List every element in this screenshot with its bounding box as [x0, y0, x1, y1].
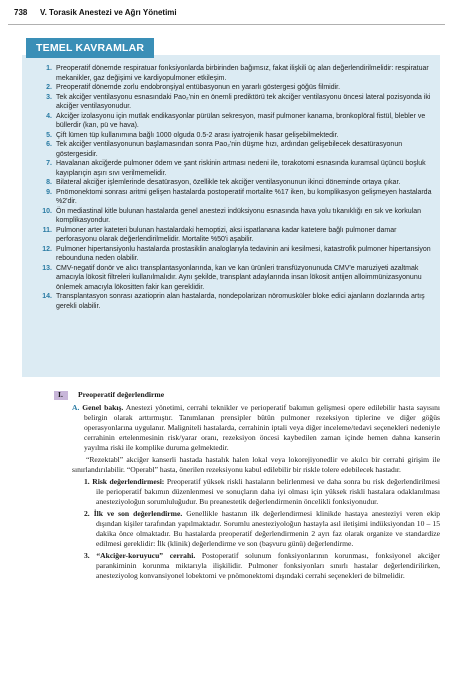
item-text: CMV-negatif donör ve alıcı transplantasyonlarında, kan ve kan ürünleri transfüzyonunuda CMV'e maruziyeti azaltmak amacıyla lökosit filtreleri kullanılmalıdır. Aynı şekilde, transplant adaylarında insan lökosit antijen alloimmünizasyonunu önlemek amacıyla lökositten fakir kan gereklidir. [56, 264, 422, 291]
subsection-a [14, 403, 440, 453]
list-item [22, 83, 434, 93]
list-item [22, 131, 434, 141]
list-item [22, 64, 434, 83]
item-number: 10. [42, 207, 52, 215]
list-item [22, 140, 434, 159]
item-text: Preoperatif yüksek riskli hastaların belirlenmesi ve daha sonra bu risk değerlendirilmesi ile perioperatif bakımın düzenlenmesi ve sonuçların daha iyi olması için yüksek riskli hastalara odaklanılması anesteziyoloğun sorumluluğudur. Bu preanestetik değerlendirmenin öncelikli fonksiyonudur. [96, 477, 440, 506]
item-number: 3. [46, 93, 52, 101]
item-number: 14. [42, 293, 52, 300]
item-text: Çift lümen tüp kullanımına bağlı 1000 olguda 0.5-2 arası iyatrojenik hasar gelişebilmektedir. [56, 131, 339, 139]
item-number: 9. [46, 188, 52, 196]
page-header [8, 4, 445, 25]
item-number: 4. [46, 112, 52, 120]
item-text: Transplantasyon sonrası azatioprin alan hastalarda, nondepolarizan nöromusküler bloke edici ajanların dozlarında artış gerekli olabilir. [56, 293, 425, 310]
numbered-item [14, 477, 440, 507]
list-item [22, 112, 434, 131]
list-item [22, 188, 434, 207]
item-number: 3. [84, 551, 90, 560]
item-number: 7. [46, 160, 52, 167]
item-number: 12. [42, 245, 52, 253]
item-text: Pnömonektomi sonrası aritmi gelişen hastalarda postoperatif mortalite %17 iken, bu komplikasyon gelişmeyen hastalarda %2'dir. [56, 188, 432, 205]
list-item [22, 264, 434, 293]
list-item [22, 207, 434, 226]
chapter-title: V. Torasik Anestezi ve Ağrı Yönetimi [40, 8, 177, 17]
item-text: Tek akciğer ventilasyonunun başlamasından sonra Pao₂'nin düşme hızı, ardından gelişebilecek desatürasyonun göstergesidir. [56, 141, 403, 158]
numbered-item [14, 551, 440, 581]
subsection-text: Anestezi yönetimi, cerrahi teknikler ve perioperatif bakımın gelişmesi opere edilebilir hasta sayısını belirgin olarak arttırmıştır. Tanımlanan prensipler bütün pulmoner rezeksiyon tiplerine ve diğer göğüs operasyonlarına uygulanır. Maligniteli hastalarda, cerrahinin iptali veya diğer inceleme/tedavi seçenekleri nedeniyle cerrahinin ertelenmesinin risk/yarar oranı, rezeksiyon öncesi kaybedilen zaman içinde hemen dahna kanserin yayılma riski ile komplike duruma gelmektedir. [84, 403, 441, 452]
subsection-label: A. [72, 403, 80, 412]
list-item [22, 226, 434, 245]
item-number: 2. [84, 509, 90, 518]
item-text: Postoperatif solunum fonksiyonlarının korunması, fonksiyonel akciğer parankiminin korunma miktarıyla ilişkilidir. Pulmoner fonksiyonları sınırlı hastalar değerlendirilirken, anesteziyolog konvansiyonel lobektomi ve pnömonektomi dışındaki cerrahi seçenekleri de bilmelidir. [96, 551, 441, 580]
list-item [22, 245, 434, 264]
item-number: 13. [42, 264, 52, 272]
item-heading: Risk değerlendirmesi: [92, 477, 165, 486]
item-text: Ön mediastinal kitle bulunan hastalarda genel anestezi indüksiyonu esnasında hava yolu tıkanıklığı en sık ve korkulan komplikasyondur. [56, 207, 422, 224]
item-text: Pulmoner hipertansiyonlu hastalarda prostasiklin analoglarıyla tedavinin ani kesilmesi, katastrofik pulmoner hipertansiyon reboundunа neden olabilir. [56, 245, 431, 262]
item-heading: İlk ve son değerlendirme. [93, 509, 183, 518]
section-number: I. [58, 390, 63, 399]
item-heading: “Akciğer-koruyucu” cerrahi. [96, 551, 196, 560]
list-item [22, 159, 434, 178]
item-text: Preoperatif dönemde respiratuar fonksiyonlarda birbirinden bağımsız, fakat ilişkili üç alan değerlendirilmelidir: respiratuar mekanikler, gaz değişimi ve kardiyopulmoner etkileşim. [56, 65, 429, 82]
item-text: Bilateral akciğer işlemlerinde desatürasyon, özellikle tek akciğer ventilasyonunun ikinci döneminde ortaya çıkar. [56, 179, 401, 186]
item-number: 2. [46, 84, 52, 91]
key-concepts-title: TEMEL KAVRAMLAR [26, 38, 154, 58]
section-preoperative [14, 390, 440, 581]
paragraph: “Rezektabl” akciğer kanserli hastada hastalık halen lokal veya lokorejiyonedlir ve akılcı bir cerrahi girişim ile sınırlandırılabilir. “Operabl” hasta, önerilen rezeksiyonu kabul edilebilir bir riskle tolere edebilecek hastadır. [72, 455, 440, 474]
item-text: Akciğer izolasyonu için mutlak endikasyonlar pürülan sekresyon, masif pulmoner kanama, bronkoplöral fistül, blebler ve büllerdir (kan, pü ve hava). [56, 112, 426, 129]
item-number: 8. [46, 179, 52, 186]
list-item [22, 178, 434, 188]
list-item [22, 93, 434, 112]
item-number: 11. [42, 226, 52, 234]
page-number: 738 [14, 8, 28, 17]
item-text: Pulmoner arter kateteri bulunan hastalardaki hemoptizi, aksi ispatlanana kadar katetere bağlı pulmoner damar perforasyonu olarak değerlendirilmelidir. Mortalite %50'i aşabilir. [56, 226, 397, 243]
numbered-item [14, 509, 440, 549]
section-title: Preoperatif değerlendirme [78, 390, 165, 399]
item-text: Havalanan akciğerde pulmoner ödem ve şant riskinin artması nedeni ile, torakotomi esnasında kuramsal üçüncü boşluk kayıplarıçin aşırı sıvı verilmemelidir. [56, 160, 426, 177]
section-heading [14, 390, 440, 401]
item-text: Tek akciğer ventilasyonu esnasındaki Pao₂'nin en önemli prediktörü tek akciğer ventilasyonu öncesi lateral pozisyonda iki akciğer ventilasyonudur. [56, 93, 431, 110]
item-text: Genellikle hastanın ilk değerlendirmesi klinikde hastaya anesteziyi veren ekip dışından kişiler tarafından yapılmaktadır. Sorumlu anesteziyoloğun hastayla asıl iletişimi indüksiyondan 10 – 15 dakika önce olmaktadır. Bu hastalarda preoperatif değerlendirmenin 2 ayrı faz olarak organize ve standardize edilmesi gereklidir: İlk (klinik) değerlendirme ve son (başvuru günü) değerlendirme. [96, 509, 440, 548]
item-text: Preoperatif dönemde zorlu endobronşiyal entübasyonun en yararlı göstergesi göğüs filmidir. [56, 84, 341, 91]
subsection-heading: Genel bakış. [82, 403, 124, 412]
item-number: 5. [46, 131, 52, 139]
key-concepts-list [22, 64, 434, 311]
item-number: 1. [46, 65, 52, 72]
item-number: 1. [84, 477, 90, 486]
list-item [22, 292, 434, 311]
item-number: 6. [46, 141, 52, 148]
